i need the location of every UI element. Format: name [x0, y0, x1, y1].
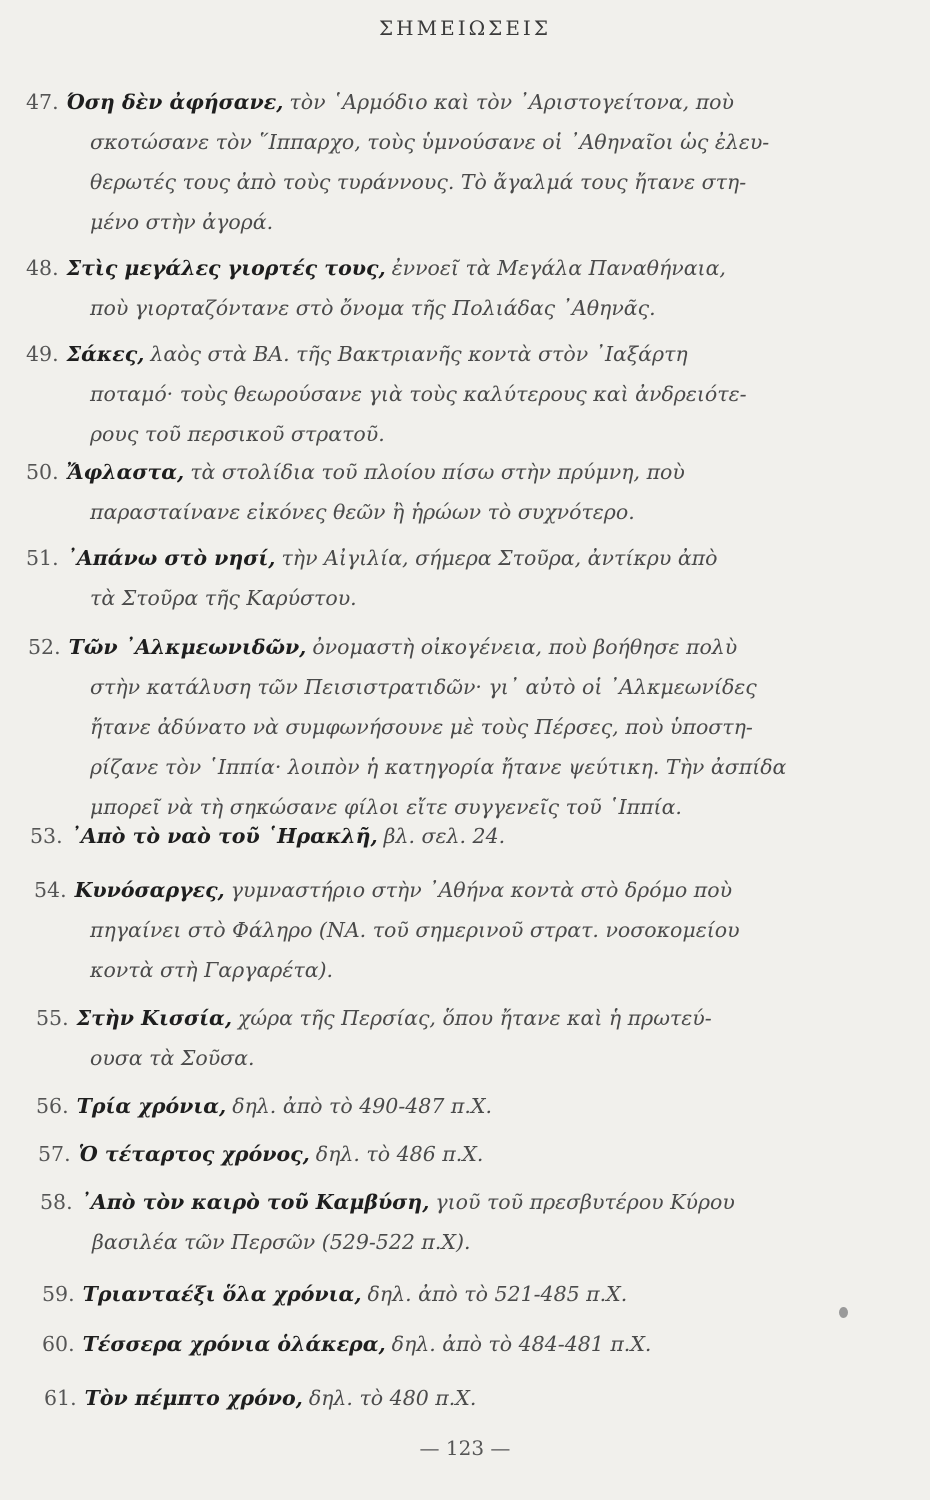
note-first-line — [28, 637, 737, 658]
ink-spot — [839, 1307, 848, 1318]
note-first-line — [38, 1144, 483, 1165]
note-text: δηλ. ἀπὸ τὸ 484-481 π.Χ. — [391, 1332, 652, 1356]
note-number: 57. — [38, 1142, 71, 1166]
note-number: 54. — [34, 878, 67, 902]
note-lemma: Στὶς μεγάλες γιορτές τους, — [66, 256, 386, 280]
note-first-line — [26, 258, 726, 279]
note-text-line: βασιλέα τῶν Περσῶν (529-522 π.Χ). — [92, 1230, 471, 1254]
note-text: γυμναστήριο στὴν ᾿Αθήνα κοντὰ στὸ δρόμο ποὺ — [230, 878, 733, 902]
note-number: 59. — [42, 1282, 75, 1306]
note-lemma: Τὸν πέμπτο χρόνο, — [84, 1386, 303, 1410]
note-number: 60. — [42, 1332, 75, 1356]
note-number: 61. — [44, 1386, 77, 1410]
note-text-line: μένο στὴν ἀγορά. — [90, 210, 274, 234]
note-text-line: τὰ Στοῦρα τῆς Καρύστου. — [90, 586, 357, 610]
note-text-line: κοντὰ στὴ Γαργαρέτα). — [90, 958, 334, 982]
note-number: 53. — [30, 824, 63, 848]
note-lemma: Τριανταέξι ὅλα χρόνια, — [82, 1282, 362, 1306]
note-text: δηλ. τὸ 486 π.Χ. — [315, 1142, 484, 1166]
note-number: 47. — [26, 90, 59, 114]
page-number: — 123 — — [419, 1436, 511, 1460]
note-lemma: ᾿Απὸ τὸ ναὸ τοῦ ῾Ηρακλῆ, — [70, 824, 378, 848]
note-text-line: ρίζανε τὸν ῾Ιππία· λοιπὸν ἡ κατηγορία ἤτανε ψεύτικη. Τὴν ἀσπίδα — [90, 755, 787, 779]
page-header: ΣΗΜΕΙΩΣΕΙΣ — [379, 16, 551, 40]
note-number: 48. — [26, 256, 59, 280]
note-lemma: Ἄφλαστα, — [66, 460, 185, 484]
note-text-line: μπορεῖ νὰ τὴ σηκώσανε φίλοι εἴτε συγγενεῖς τοῦ ῾Ιππία. — [90, 795, 682, 819]
note-lemma: Στὴν Κισσία, — [76, 1006, 232, 1030]
note-text: χώρα τῆς Περσίας, ὅπου ἤτανε καὶ ἡ πρωτεύ- — [237, 1006, 712, 1030]
note-first-line — [42, 1284, 627, 1305]
note-number: 49. — [26, 342, 59, 366]
note-number: 52. — [28, 635, 61, 659]
note-text-line: πηγαίνει στὸ Φάληρο (ΝΑ. τοῦ σημερινοῦ στρατ. νοσοκομείου — [90, 918, 740, 942]
note-text-line: σκοτώσανε τὸν ῞Ιππαρχο, τοὺς ὑμνούσανε οἱ ᾿Αθηναῖοι ὡς ἐλευ- — [90, 130, 770, 154]
note-lemma: Σάκες, — [66, 342, 145, 366]
note-lemma: ᾿Απὸ τὸν καιρὸ τοῦ Καμβύση, — [80, 1190, 430, 1214]
note-text-line: ποὺ γιορταζόντανε στὸ ὄνομα τῆς Πολιάδας ᾿Αθηνᾶς. — [90, 296, 656, 320]
note-lemma: Όση δὲν ἀφήσανε, — [66, 90, 284, 114]
note-number: 50. — [26, 460, 59, 484]
note-lemma: ᾿Απάνω στὸ νησί, — [66, 546, 276, 570]
note-text-line: παρασταίνανε εἰκόνες θεῶν ἢ ἡρώων τὸ συχνότερο. — [90, 500, 635, 524]
note-text: τὸν ῾Αρμόδιο καὶ τὸν ᾿Αριστογείτονα, ποὺ — [289, 90, 734, 114]
note-text: δηλ. ἀπὸ τὸ 521-485 π.Χ. — [367, 1282, 628, 1306]
note-first-line — [44, 1388, 476, 1409]
note-text: τὴν Αἰγιλία, σήμερα Στοῦρα, ἀντίκρυ ἀπὸ — [281, 546, 718, 570]
note-text: ὀνομαστὴ οἰκογένεια, ποὺ βοήθησε πολὺ — [312, 635, 738, 659]
note-text: ἐννοεῖ τὰ Μεγάλα Παναθήναια, — [391, 256, 726, 280]
note-text-line: ἤτανε ἀδύνατο νὰ συμφωνήσουνε μὲ τοὺς Πέρσες, ποὺ ὑποστη- — [90, 715, 753, 739]
note-number: 55. — [36, 1006, 69, 1030]
note-first-line — [26, 462, 685, 483]
note-lemma: Ὁ τέταρτος χρόνος, — [78, 1142, 310, 1166]
note-number: 58. — [40, 1190, 73, 1214]
note-lemma: Τῶν ᾿Αλκμεωνιδῶν, — [68, 635, 307, 659]
note-text-line: ποταμό· τοὺς θεωρούσανε γιὰ τοὺς καλύτερους καὶ ἀνδρειότε- — [90, 382, 747, 406]
note-lemma: Κυνόσαργες, — [74, 878, 225, 902]
note-first-line — [36, 1008, 712, 1029]
note-text-line: ουσα τὰ Σοῦσα. — [90, 1046, 255, 1070]
note-text-line: στὴν κατάλυση τῶν Πεισιστρατιδῶν· γι᾿ αὐτὸ οἱ ᾿Αλκμεωνίδες — [90, 675, 757, 699]
note-text-line: θερωτές τους ἀπὸ τοὺς τυράννους. Τὸ ἄγαλμά τους ἤτανε στη- — [90, 170, 747, 194]
note-first-line — [26, 548, 718, 569]
note-first-line — [40, 1192, 735, 1213]
note-text: λαὸς στὰ ΒΑ. τῆς Βακτριανῆς κοντὰ στὸν ᾿Ιαξάρτη — [150, 342, 688, 366]
note-text: τὰ στολίδια τοῦ πλοίου πίσω στὴν πρύμνη, ποὺ — [190, 460, 685, 484]
note-text: δηλ. τὸ 480 π.Χ. — [308, 1386, 477, 1410]
note-text: βλ. σελ. 24. — [383, 824, 506, 848]
note-lemma: Τέσσερα χρόνια ὁλάκερα, — [82, 1332, 386, 1356]
note-number: 51. — [26, 546, 59, 570]
note-first-line — [26, 92, 734, 113]
note-text-line: ρους τοῦ περσικοῦ στρατοῦ. — [90, 422, 385, 446]
note-first-line — [36, 1096, 492, 1117]
note-first-line — [30, 826, 505, 847]
note-first-line — [34, 880, 732, 901]
note-first-line — [26, 344, 688, 365]
note-text: δηλ. ἀπὸ τὸ 490-487 π.Χ. — [232, 1094, 493, 1118]
note-lemma: Τρία χρόνια, — [76, 1094, 227, 1118]
note-first-line — [42, 1334, 651, 1355]
note-text: γιοῦ τοῦ πρεσβυτέρου Κύρου — [435, 1190, 735, 1214]
note-number: 56. — [36, 1094, 69, 1118]
